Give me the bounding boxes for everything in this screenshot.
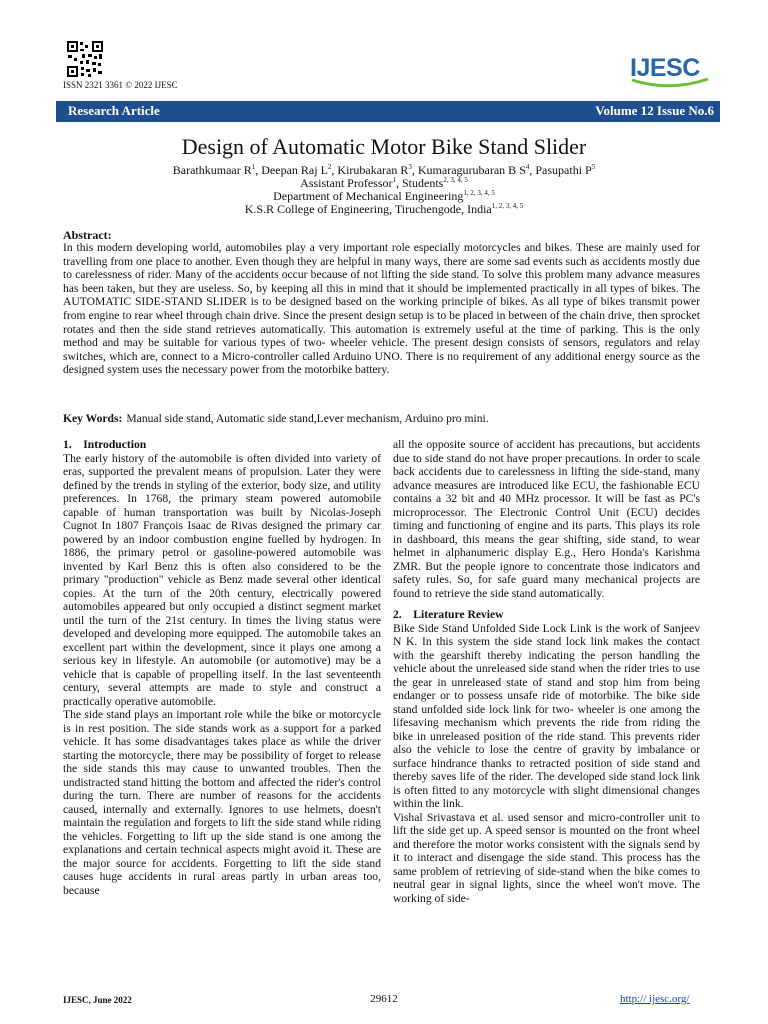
left-column xyxy=(63,438,381,897)
keywords-label: Key Words: xyxy=(63,412,123,425)
section-heading-literature-review: 2. Literature Review xyxy=(393,608,504,621)
logo-text: IJESC xyxy=(630,54,700,82)
footer-journal-date: IJESC, June 2022 xyxy=(63,995,132,1005)
intro-paragraph-3: all the opposite source of accident has precautions, but accidents due to side stand do not have proper precautions. In order to scale back accidents due to carelessness in lifting the side-stand, many advance measures are introduced like ECU, the fashionable ECU contains a 32 bit and 40 MHz processor. It will be fast as PC's microprocessor. The Electronic Control Unit (ECU) decides timing and functioning of engine and its parts. This plays its role in dashboard, this means the gear shifting, side stand, to wear helmet in alphanumeric display E.g., Hero Honda's Karishma ZMR. But the people ignore to concentrate those indicators and safety rules. So, for safe guard many mechanical projects are found to retrieve the side stand automatically. xyxy=(393,438,700,600)
keywords-text: Manual side stand, Automatic side stand,Lever mechanism, Arduino pro mini. xyxy=(126,412,489,425)
literature-paragraph-1: Bike Side Stand Unfolded Side Lock Link is the work of Sanjeev N K. In this system the side stand lock link makes the contact with the gearshift thereby indicating the person handling the vehicle about the unreleased side stand when the rider tries to use the gear in unreleased state of stand and stop him from being endanger or to possess unsafe ride of motorbike. The bike side stand unfolded side lock link for two- wheeler is one among the lifesaving mechanism which prevents the ride from riding the bike in unreleased position of the ride stand. This prevents rider also the vehicle to lose the centre of gravity by imbalance or surface hindrance thanks to retracted position of side stand and thereby saves life of the rider. The developed side stand lock link is often fitted to any motorcycle with slight dimensional changes within the link. xyxy=(393,621,700,810)
intro-paragraph-2: The side stand plays an important role while the bike or motorcycle is in rest position. The side stands work as a support for a parked vehicle. It has some disadvantages takes place as while the driver starting the motorcycle, there may be possibility of forget to release the side stands this may cause to unwanted troubles. Then the undistracted stand hitting the bottom and affected the rider's control during the turn. There are number of reasons for the accidents caused, internally and externally. Ignores to use helmets, doesn't maintain the regulation and forgets to lift the side stand while riding the vehicles. Forgetting to lift up the side stand is one among the explanations and certain technical aspects might avoid it. These are the major source for accidents. Forgetting to lift the side stand causes huge accidents in rural areas partly in urban areas too, because xyxy=(63,708,381,897)
section-heading-introduction: 1. Introduction xyxy=(63,438,147,451)
article-type: Research Article xyxy=(68,103,160,118)
logo-swoosh-icon xyxy=(630,76,710,88)
literature-paragraph-2: Vishal Srivastava et al. used sensor and micro-controller unit to lift the side get up. A speed sensor is mounted on the front wheel and therefore the motor works consistent with the signals send by it to interact and disengage the side stand. This process has the same problem of retrieving of side-stand when the bike comes to neutral gear in signal lights, since the wheel won't move. The working of side- xyxy=(393,810,700,905)
abstract-heading: Abstract: xyxy=(63,228,112,242)
author-roles: Assistant Professor$^1$, Students$^{2, 3, 4, 5}$ xyxy=(300,176,468,190)
intro-paragraph-1: The early history of the automobile is often divided into variety of eras, supported the prevalent means of propulsion. Later they were defined by the trends in styling of the exterior, body size, and utility preferences. In 1768, the primary steam powered automobile capable of human transportation was built by Nicolas-Joseph Cugnot In 1807 François Isaac de Rivas designed the primary car powered by an indoor combustion engine fuelled by hydrogen. In 1886, the primary petrol or gasoline-powered automobile was invented by Karl Benz this is often also considered to be the primary "production" vehicle as Benz made several other identical copies. At the turn of the 20th century, electrically powered automobiles appeared but only occupied a distinct segment market until the turn of the 21st century. In times the living status were developed and developing more equipped. The automobile takes an excellent part within the development, since it plays one among a serious key in lifestyle. An automobile (or automotive) may be a vehicle that is capable of propelling itself. In the last seventeenth century, several attempts are made to style and construct a practically operative automobile. xyxy=(63,451,381,708)
qr-code-icon xyxy=(66,40,104,78)
issn-line: ISSN 2321 3361 © 2022 IJESC xyxy=(63,80,178,90)
paper-title: Design of Automatic Motor Bike Stand Slider xyxy=(181,134,587,159)
journal-logo xyxy=(630,52,710,88)
journal-link[interactable]: http:// ijesc.org/ xyxy=(620,993,690,1005)
article-banner xyxy=(56,101,720,122)
keywords xyxy=(63,412,703,425)
author-list: Barathkumaar $R^1$, Deepan Raj $L^2$, Kirubakaran $R^3$, Kumaragurubaran B $S^4$, Pasupathi $P^5$ xyxy=(172,163,596,177)
department: Department of Mechanical Engineering$^{1, 2, 3, 4, 5}$ xyxy=(273,189,495,203)
right-column xyxy=(393,438,700,905)
volume-issue: Volume 12 Issue No.6 xyxy=(595,103,714,118)
abstract-text: In this modern developing world, automobiles play a very important role especially motorcycles and bikes. These are mainly used for travelling from one place to another. Even though they are helpful in many ways, there are some sad events such as accidents mostly due to carelessness of rider. Many of the accidents occur because of not lifting the side stand. To solve this problem many advance measures has been taken, but they are useless. So, by keeping all this in mind that it should be implemented practically in all types of bikes. The AUTOMATIC SIDE-STAND SLIDER is to be designed based on the working principle of bikes. As all type of bikes transmit power from engine to rear wheel through chain drive. Since the present design setup is to be placed in between of the chain drive, then sprocket rotates and then the side stand retrieves automatically. This automation is extremely useful at the time of parking. This is the only method and may be suitable for various types of two- wheeler vehicle. The present design consists of sensors, regulators and relay switches, which are, connect to a Micro-controller called Arduino UNO. There is no requirement of any additional energy source as the designed system uses the necessary power from the motorbike battery. xyxy=(63,241,700,377)
college: K.S.R College of Engineering, Tiruchengode, India$^{1, 2, 3, 4, 5}$ xyxy=(244,202,524,216)
page-number: 29612 xyxy=(370,993,398,1005)
